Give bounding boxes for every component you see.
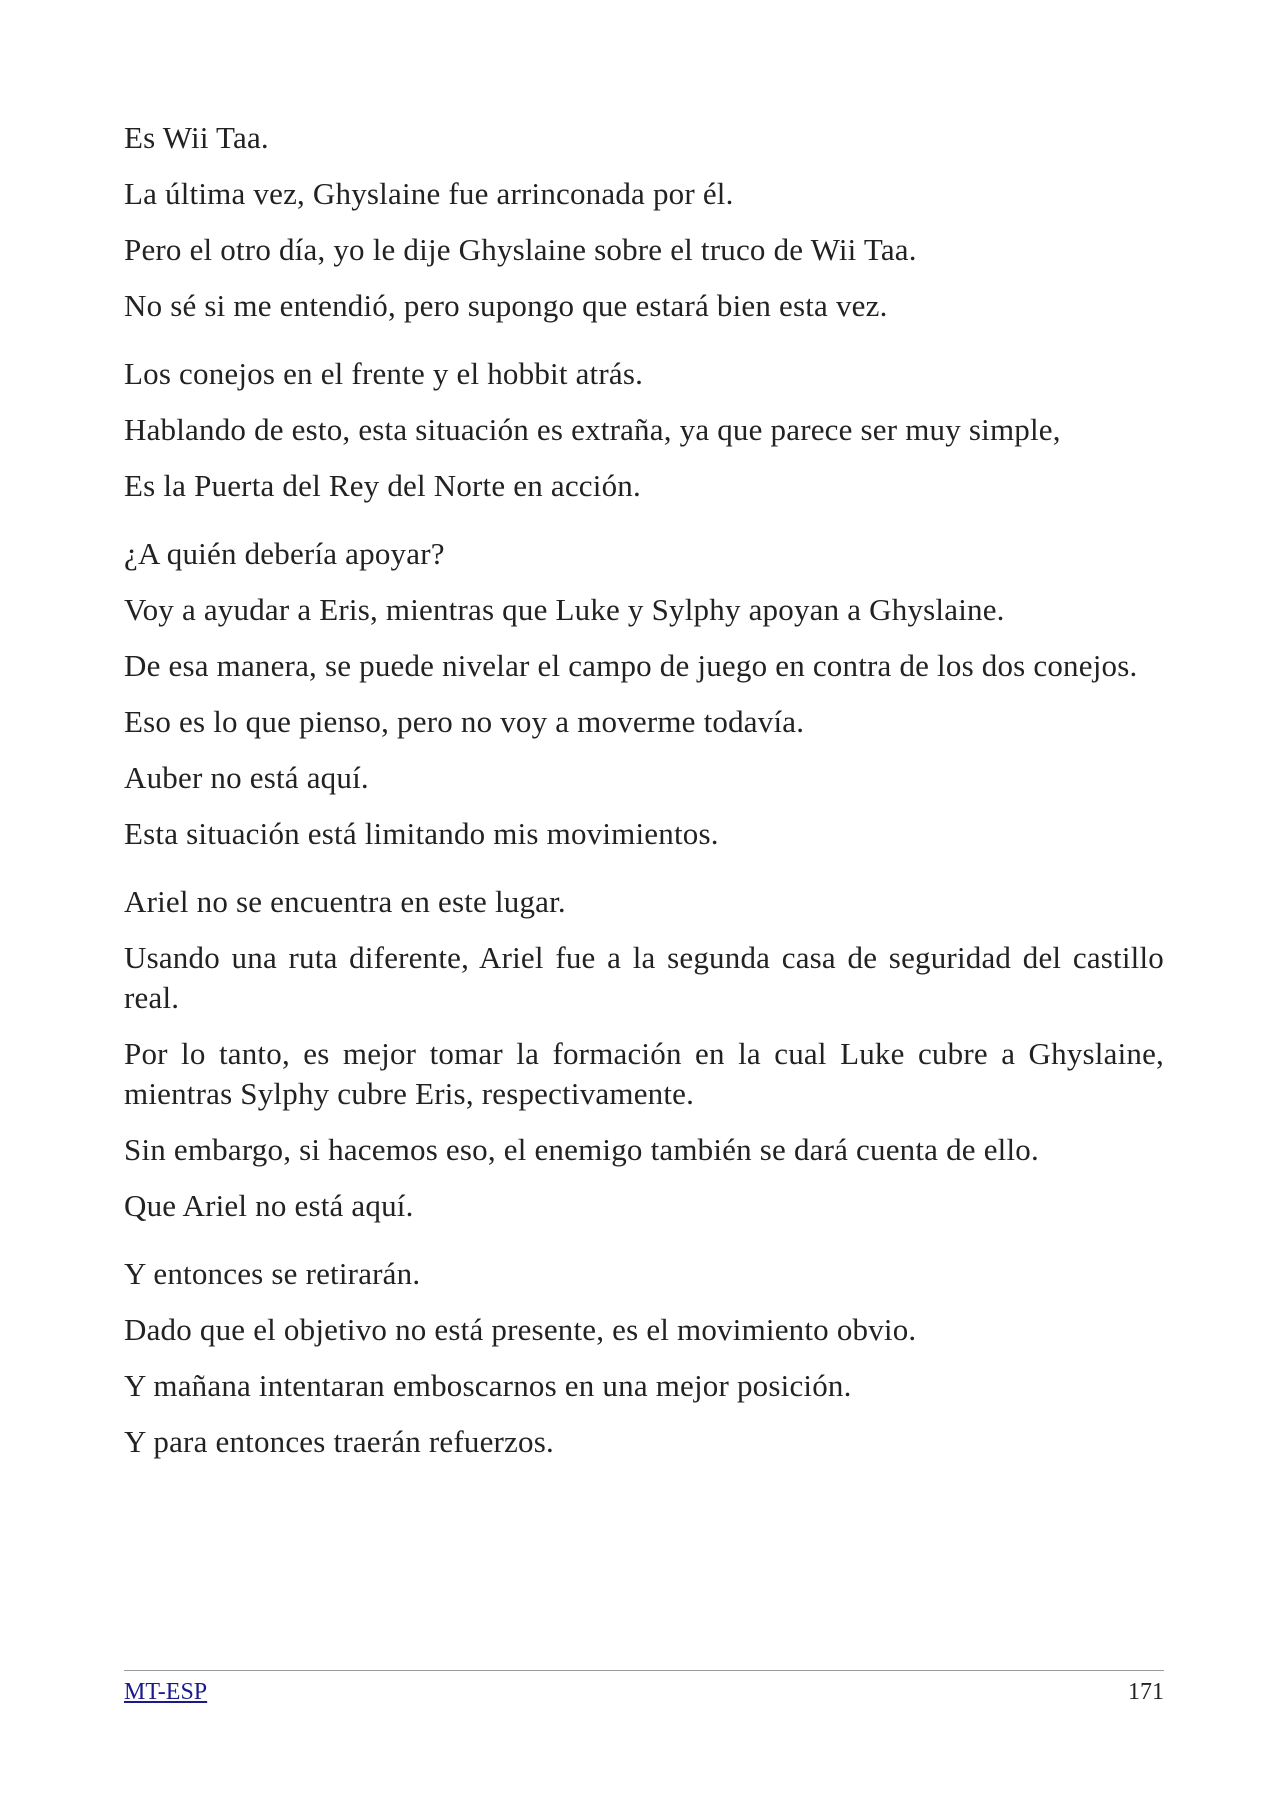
text-line: Hablando de esto, esta situación es extraña, ya que parece ser muy simple,: [124, 412, 1061, 447]
text-line: Esta situación está limitando mis movimientos.: [124, 816, 719, 851]
page-number: 171: [1128, 1679, 1164, 1705]
text-line: Es Wii Taa.: [124, 120, 269, 155]
text-line: Los conejos en el frente y el hobbit atrás.: [124, 356, 644, 391]
text-line: Ariel no se encuentra en este lugar.: [124, 884, 566, 919]
paragraph-group: [124, 1254, 1164, 1462]
text-line: Voy a ayudar a Eris, mientras que Luke y Sylphy apoyan a Ghyslaine.: [124, 592, 1005, 627]
text-line: De esa manera, se puede nivelar el campo de juego en contra de los dos conejos.: [124, 648, 1138, 683]
text-line: Sin embargo, si hacemos eso, el enemigo también se dará cuenta de ello.: [124, 1132, 1039, 1167]
text-line: La última vez, Ghyslaine fue arrinconada por él.: [124, 176, 734, 211]
page-footer: [124, 1670, 1164, 1707]
text-line: Que Ariel no está aquí.: [124, 1188, 414, 1223]
text-line: ¿A quién debería apoyar?: [124, 536, 445, 571]
text-line: Y para entonces traerán refuerzos.: [124, 1424, 554, 1459]
paragraph-group: [124, 118, 1164, 326]
text-line: Y mañana intentaran emboscarnos en una mejor posición.: [124, 1368, 852, 1403]
text-line: Dado que el objetivo no está presente, es el movimiento obvio.: [124, 1312, 917, 1347]
text-line: Eso es lo que pienso, pero no voy a moverme todavía.: [124, 704, 805, 739]
text-line: Y entonces se retirarán.: [124, 1256, 421, 1291]
text-line: Por lo tanto, es mejor tomar la formación en la cual Luke cubre a Ghyslaine, mientras Sylphy cubre Eris, respectivamente.: [124, 1036, 1164, 1111]
paragraph-group: [124, 354, 1164, 506]
text-line: Es la Puerta del Rey del Norte en acción.: [124, 468, 641, 503]
footer-link[interactable]: MT-ESP: [124, 1679, 208, 1705]
text-line: Usando una ruta diferente, Ariel fue a la segunda casa de seguridad del castillo real.: [124, 940, 1164, 1015]
text-line: Auber no está aquí.: [124, 760, 369, 795]
text-line: Pero el otro día, yo le dije Ghyslaine sobre el truco de Wii Taa.: [124, 232, 917, 267]
paragraph-group: [124, 882, 1164, 1226]
body-text: [124, 118, 1164, 1490]
paragraph-group: [124, 534, 1164, 854]
text-line: No sé si me entendió, pero supongo que estará bien esta vez.: [124, 288, 888, 323]
